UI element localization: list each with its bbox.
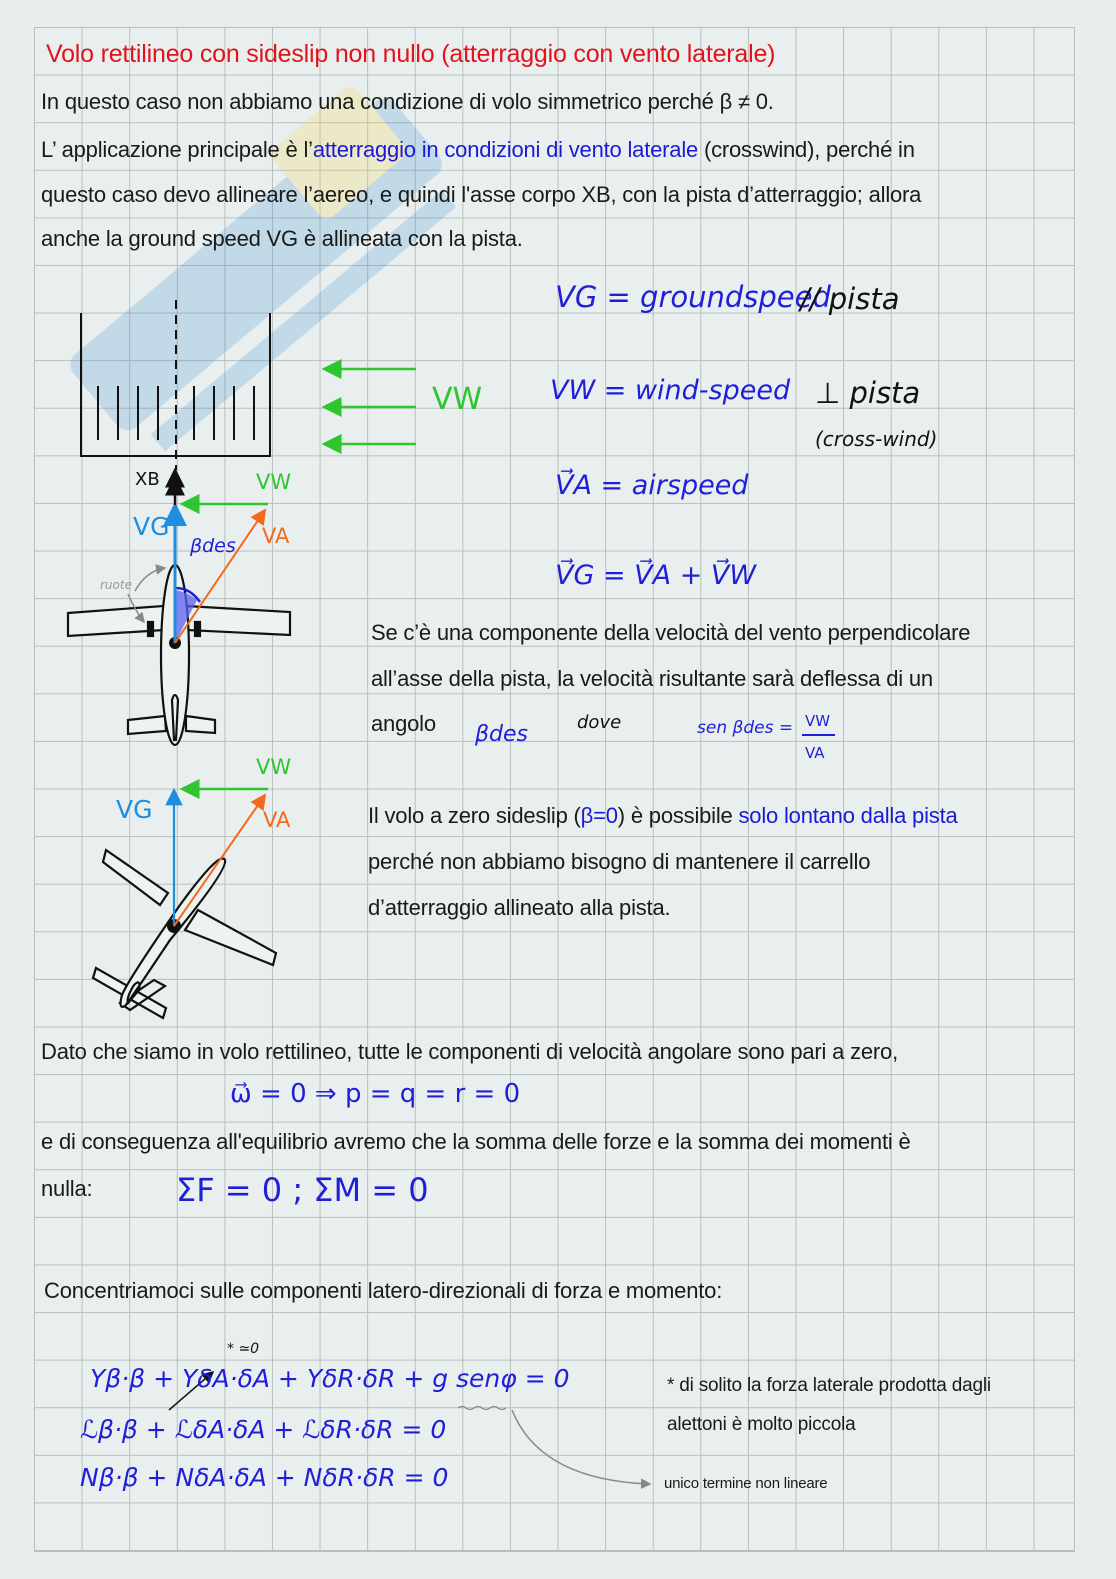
airplane-crabbed-icon	[93, 850, 276, 1018]
zero-sideslip-line-1	[368, 803, 958, 829]
dove-label: dove	[577, 712, 622, 733]
equilibrium-line-1: Dato che siamo in volo rettilineo, tutte le componenti di velocità angolare sono pari a zero,	[41, 1039, 899, 1064]
intro-text: (crosswind), perché in	[698, 137, 915, 162]
sen-beta-formula: sen βdes =	[697, 718, 794, 738]
wind-label: VW	[432, 382, 483, 417]
rolling-moment-equation: ℒβ·β + ℒδA·δA + ℒδR·δR = 0	[80, 1415, 447, 1444]
vg-label-1: VG	[133, 512, 170, 541]
intro-highlight: atterraggio in condizioni di vento laterale	[312, 137, 699, 162]
equilibrium-line-2: e di conseguenza all'equilibrio avremo che la somma delle forze e la somma dei momenti è	[41, 1129, 911, 1154]
formula-numerator: VW	[805, 712, 831, 730]
deflection-line-1: Se c’è una componente della velocità del vento perpendicolare	[371, 620, 971, 645]
omega-equation: ω⃗ = 0 ⇒ p = q = r = 0	[230, 1079, 521, 1109]
intro-line-3: questo caso devo allineare l’aereo, e quindi l'asse corpo XB, con la pista d’atterraggio; allora	[41, 182, 922, 207]
wheels-label: ruote	[100, 578, 132, 592]
footnote-line-1: * di solito la forza laterale prodotta dagli	[667, 1375, 991, 1396]
runway-drawing	[81, 300, 270, 470]
vw-label-2: VW	[256, 755, 292, 779]
beta-des-label: βdes	[475, 722, 529, 747]
intro-line-4: anche la ground speed VG è allineata con la pista.	[41, 226, 523, 251]
xb-label: XB	[135, 469, 160, 490]
page-title: Volo rettilineo con sideslip non nullo (atterraggio con vento laterale)	[46, 40, 776, 68]
def-vw-note: (cross-wind)	[815, 427, 938, 451]
intro-line-1: In questo caso non abbiamo una condizione di volo simmetrico perché β ≠ 0.	[41, 89, 774, 114]
beta-zero: β=0	[580, 803, 618, 828]
def-vector-sum: V⃗G = V⃗A + V⃗W	[555, 560, 757, 591]
def-vg: VG = groundspeed	[555, 280, 831, 314]
fraction-bar	[802, 734, 835, 736]
nonlinear-pointer	[512, 1410, 650, 1484]
intro-text: L’ applicazione principale è l’	[41, 137, 313, 162]
formula-denominator: VA	[805, 744, 825, 762]
va-label-1: VA	[262, 524, 290, 548]
equilibrium-line-3: nulla:	[41, 1176, 93, 1201]
zero-sideslip-line-3: d’atterraggio allineato alla pista.	[368, 895, 671, 920]
deflection-line-2: all’asse della pista, la velocità risultante sarà deflessa di un	[371, 666, 933, 691]
beta-label: βdes	[190, 535, 236, 557]
zero-sideslip-highlight: solo lontano dalla pista	[738, 803, 958, 828]
vw-label-1: VW	[256, 470, 292, 494]
side-force-equation: Yβ·β + YδA·δA + YδR·δR + g senφ = 0	[90, 1364, 570, 1393]
approx-zero-annotation: * ≃0	[227, 1341, 260, 1357]
wavy-underline	[458, 1407, 506, 1410]
def-va: V⃗A = airspeed	[555, 470, 749, 501]
vg-label-2: VG	[116, 795, 153, 824]
zero-sideslip-line-2: perché non abbiamo bisogno di mantenere il carrello	[368, 849, 871, 874]
zero-sideslip-text: ) è possibile	[617, 803, 739, 828]
nonlinear-note: unico termine non lineare	[664, 1475, 828, 1492]
def-vw-relation: ⊥ pista	[815, 376, 921, 410]
wind-arrows	[324, 369, 416, 444]
footnote-line-2: alettoni è molto piccola	[667, 1414, 856, 1435]
latero-heading: Concentriamoci sulle componenti latero-direzionali di forza e momento:	[44, 1278, 723, 1303]
def-vw: VW = wind-speed	[550, 375, 791, 406]
sum-equations: ΣF = 0 ; ΣM = 0	[176, 1171, 429, 1209]
deflection-line-3: angolo	[371, 711, 436, 736]
yawing-moment-equation: Nβ·β + NδA·δA + NδR·δR = 0	[80, 1463, 449, 1492]
def-vg-relation: // pista	[800, 282, 900, 316]
zero-sideslip-text: Il volo a zero sideslip (	[368, 803, 581, 828]
va-label-2: VA	[263, 808, 291, 832]
